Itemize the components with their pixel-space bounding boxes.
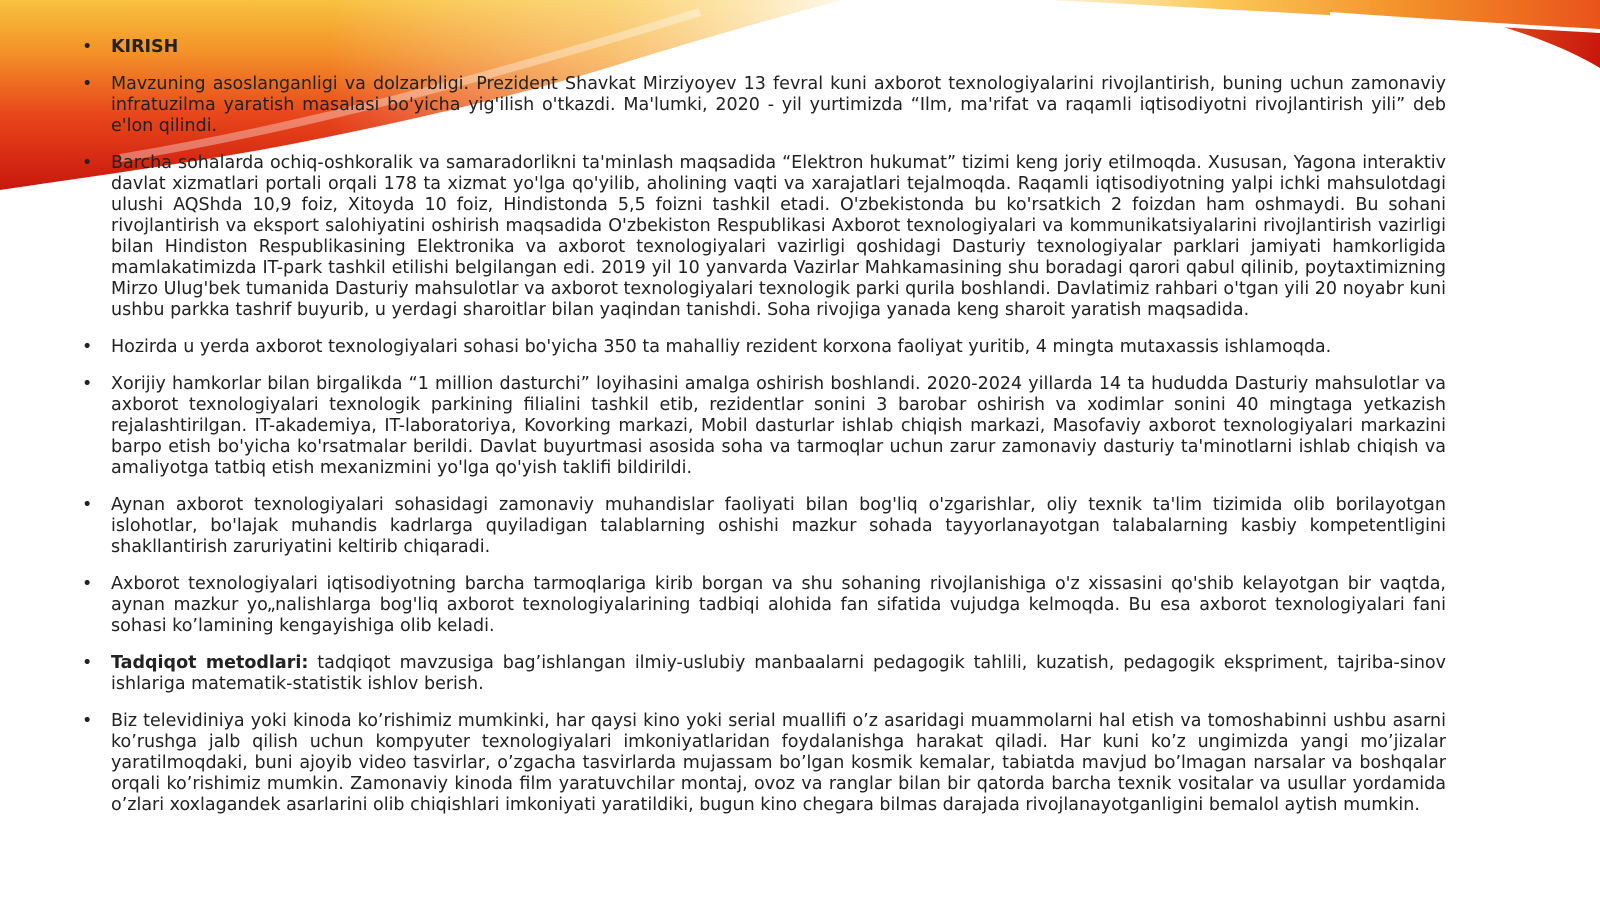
list-item bbox=[80, 74, 1446, 137]
item-text: Aynan axborot texnologiyalari sohasidagi zamonaviy muhandislar faoliyati bilan bog'liq o'zgarishlar, oliy texnik ta'lim tizimida olib borilayotgan islohotlar, bo'lajak muhandis kadrlarga quyiladigan talablarning oshishi mazkur sohada tayyorlanayotgan talabalarning kasbiy kompetentligini shakllantirish zaruriyatini keltirib chiqaradi. bbox=[111, 495, 1446, 557]
item-text: Hozirda u yerda axborot texnologiyalari sohasi bo'yicha 350 ta mahalliy rezident korxona faoliyat yuritib, 4 mingta mutaxassis ishlamoqda. bbox=[111, 337, 1332, 357]
list-item bbox=[80, 153, 1446, 321]
list-item-methods bbox=[80, 653, 1446, 695]
bullet-icon bbox=[82, 711, 94, 732]
list-item bbox=[80, 495, 1446, 558]
list-item bbox=[80, 374, 1446, 479]
item-heading: KIRISH bbox=[111, 37, 179, 57]
list-item bbox=[80, 337, 1446, 358]
bullet-icon bbox=[82, 574, 94, 595]
bullet-icon bbox=[82, 153, 94, 174]
bullet-icon bbox=[82, 653, 94, 674]
item-text: tadqiqot mavzusiga bag’ishlangan ilmiy-uslubiy manbaalarni pedagogik tahlili, kuzatish, pedagogik ekspriment, tajriba-sinov ishlariga matematik-statistik ishlov berish. bbox=[111, 653, 1446, 694]
bullet-icon bbox=[82, 337, 94, 358]
bullet-list bbox=[80, 37, 1446, 832]
list-item-kirish bbox=[80, 37, 1446, 58]
item-text: Barcha sohalarda ochiq-oshkoralik va samaradorlikni ta'minlash maqsadida “Elektron hukumat” tizimi keng joriy etilmoqda. Xususan, Yagona interaktiv davlat xizmatlari portali orqali 178 ta xizmat yo'lga qo'yilib, aholining vaqti va xarajatlari tejalmoqda. Raqamli iqtisodiyotning yalpi ichki mahsulotdagi ulushi AQShda 10,9 foiz, Xitoyda 10 foiz, Hindistonda 5,5 foizni tashkil etadi. O'zbekistonda bu ko'rsatkich 2 foizdan ham oshmaydi. Bu sohani rivojlantirish va eksport salohiyatini oshirish maqsadida O'zbekiston Respublikasi Axborot texnologiyalari va kommunikatsiyalarini rivojlantirish vazirligi bilan Hindiston Respublikasining Elektronika va axborot texnologiyalari vazirligi qoshidagi Dasturiy texnologiyalar parklari jamiyati hamkorligida mamlakatimizda IT-park tashkil etilishi belgilangan edi. 2019 yil 10 yanvarda Vazirlar Mahkamasining shu boradagi qarori qabul qilinib, poytaxtimizning Mirzo Ulug'bek tumanida Dasturiy mahsulotlar va axborot texnologiyalari texnologik parki qurila boshlandi. Davlatimiz rahbari o'tgan yili 20 noyabr kuni ushbu parkka tashrif buyurib, u yerdagi sharoitlar bilan yaqindan tanishdi. Soha rivojiga yanada keng sharoit yaratish maqsadida. bbox=[111, 153, 1446, 320]
bullet-icon bbox=[82, 74, 94, 95]
item-heading: Tadqiqot metodlari: bbox=[111, 653, 309, 673]
list-item bbox=[80, 574, 1446, 637]
bullet-icon bbox=[82, 37, 94, 58]
item-text: Biz televidiniya yoki kinoda ko’rishimiz mumkinki, har qaysi kino yoki serial muallifi o’z asaridagi muammolarni hal etish va tomoshabinni ushbu asarni ko’rushga jalb qilish uchun kompyuter texnologiyalari imkoniyatlaridan foydalanishga harakat qiladi. Har kuni ko’z ungimizda yangi mo’jizalar yaratilmoqdaki, buni ajoyib video tasvirlar, o’zgacha tasvirlarda mujassam bo’lgan kosmik kemalar, tabiatda mavjud bo’lmagan narsalar va boshqalar orqali ko’rishimiz mumkin. Zamonaviy kinoda film yaratuvchilar montaj, ovoz va ranglar bilan bir qatorda barcha texnik vositalar va usullar yordamida o’zlari xoxlagandek asarlarini olib chiqishlari imkoniyati yaratildiki, bugun kino chegara bilmas darajada rivojlanayotganligini bemalol aytish mumkin. bbox=[111, 711, 1446, 815]
item-text: Mavzuning asoslanganligi va dolzarbligi. Prezident Shavkat Mirziyoyev 13 fevral kuni axborot texnologiyalarini rivojlantirish, buning uchun zamonaviy infratuzilma yaratish masalasi bo'yicha yig'ilish o'tkazdi. Ma'lumki, 2020 - yil yurtimizda “Ilm, ma'rifat va raqamli iqtisodiyotni rivojlantirish yili” deb e'lon qilindi. bbox=[111, 74, 1446, 136]
item-text: Axborot texnologiyalari iqtisodiyotning barcha tarmoqlariga kirib borgan va shu sohaning rivojlanishiga o'z xissasini qo'shib kelayotgan bir vaqtda, aynan mazkur yo„nalishlarga bog'liq axborot texnologiyalarining tadbiqi alohida fan sifatida vujudga kelmoqda. Bu esa axborot texnologiyalari fani sohasi ko’lamining kengayishiga olib keladi. bbox=[111, 574, 1446, 636]
bullet-icon bbox=[82, 374, 94, 395]
list-item bbox=[80, 711, 1446, 816]
item-text: Xorijiy hamkorlar bilan birgalikda “1 million dasturchi” loyihasini amalga oshirish boshlandi. 2020-2024 yillarda 14 ta hududda Dasturiy mahsulotlar va axborot texnologiyalari texnologik parkining filialini tashkil etib, rezidentlar sonini 3 barobar oshirish va xodimlar sonini 40 mingtaga yetkazish rejalashtirilgan. IT-akademiya, IT-laboratoriya, Kovorking markazi, Mobil dasturlar ishlab chiqish markazi, Masofaviy axborot texnologiyalari markazini barpo etish bo'yicha ko'rsatmalar berildi. Davlat buyurtmasi asosida soha va tarmoqlar uchun zarur zamonaviy dasturiy ta'minotlarni ishlab chiqish va amaliyotga tatbiq etish mexanizmini yo'lga qo'yish taklifi bildirildi. bbox=[111, 374, 1446, 478]
bullet-icon bbox=[82, 495, 94, 516]
